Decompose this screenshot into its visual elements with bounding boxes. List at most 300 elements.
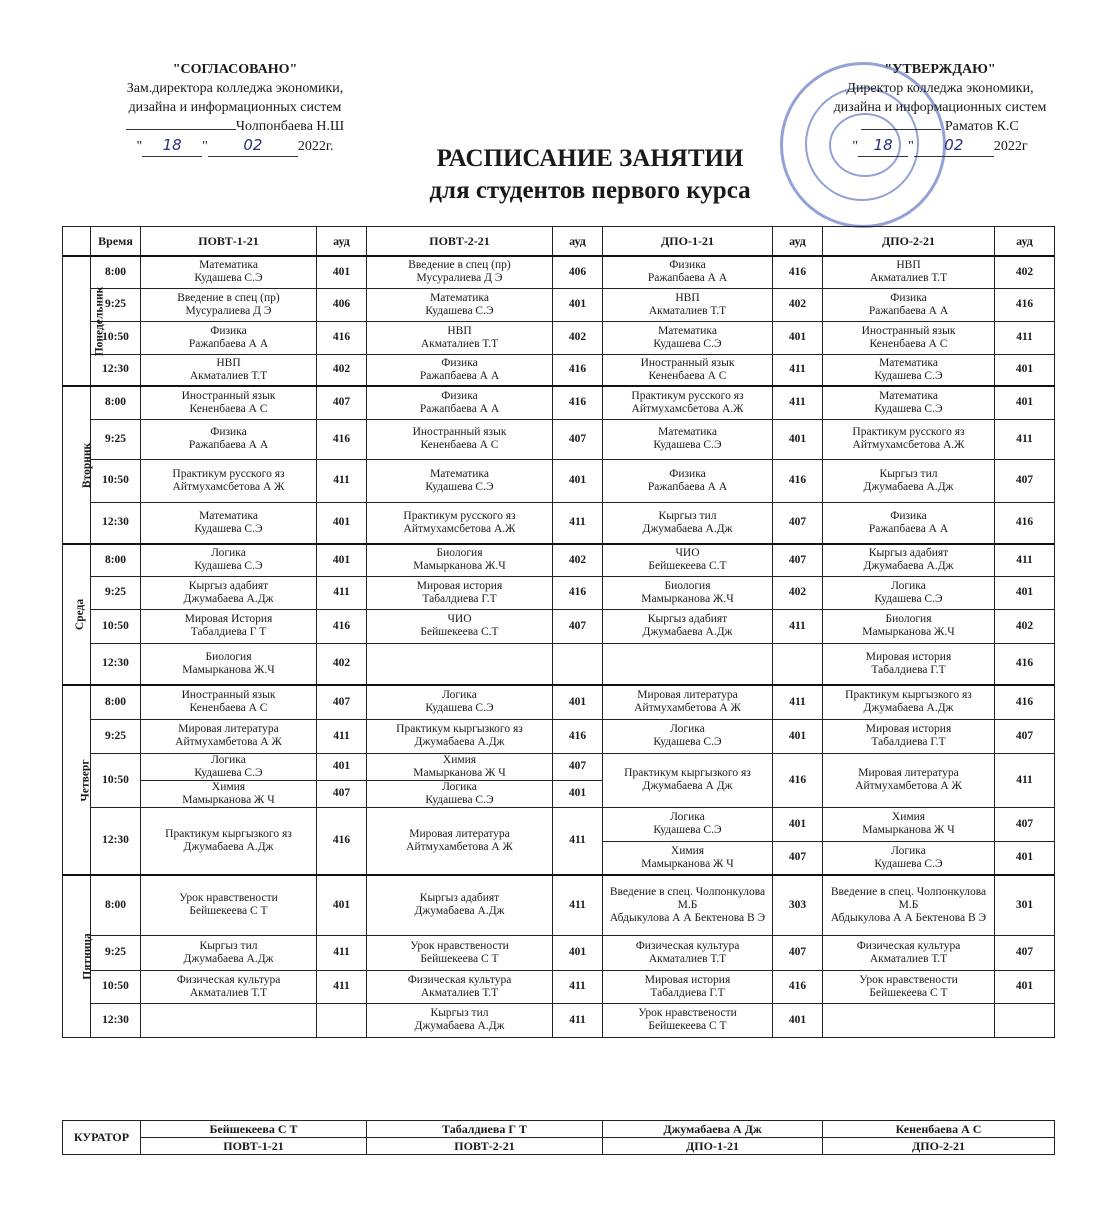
subject: Физика [210, 426, 247, 438]
lesson-cell [367, 354, 553, 386]
lesson-cell [823, 875, 995, 935]
subject: Иностранный язык [640, 356, 735, 369]
lesson-cell [823, 459, 995, 502]
teacher: Джумабаева А.Дж [183, 592, 274, 605]
room-cell: 402 [317, 354, 367, 386]
lesson-cell [823, 502, 995, 544]
curator-name: Бейшекеева С Т [141, 1121, 367, 1138]
room-cell: 401 [317, 753, 367, 780]
teacher: Бейшекеева С Т [648, 1020, 727, 1032]
teacher: Айтмухамбетова А Ж [406, 840, 513, 853]
schedule-row [63, 685, 1055, 719]
subject: Математика [199, 259, 258, 272]
time-cell: 9:25 [91, 576, 141, 609]
time-cell: 10:50 [91, 609, 141, 643]
room-cell: 416 [773, 256, 823, 288]
schedule-row [63, 419, 1055, 459]
teacher: Акматалиев Т.Т [420, 986, 499, 999]
subject: Математика [879, 356, 938, 369]
room-cell: 401 [995, 576, 1055, 609]
lesson-cell [823, 841, 995, 875]
curator-group: ПОВТ-1-21 [141, 1138, 367, 1155]
subject: Практикум кыргызкого яз [845, 689, 972, 702]
teacher: Акматалиев Т.Т [869, 952, 948, 965]
subject: НВП [896, 259, 921, 272]
teacher: Кененбаева А С [420, 439, 499, 451]
subject: Иностранный язык [181, 689, 276, 702]
room-cell: 411 [773, 354, 823, 386]
teacher: Мусуралиева Д Э [416, 272, 503, 285]
lesson-cell [141, 719, 317, 753]
subject: Практикум русского яз [852, 426, 965, 438]
teacher: Табалдиева Г.Т [871, 663, 946, 676]
room-cell: 401 [553, 780, 603, 807]
teacher: Джумабаева А.Дж [642, 522, 733, 535]
lesson-cell [141, 354, 317, 386]
room-cell: 411 [553, 1003, 603, 1037]
header-day [63, 227, 91, 257]
room-cell: 411 [553, 875, 603, 935]
lesson-cell [823, 256, 995, 288]
confirm-line2: дизайна и информационных систем [833, 100, 1047, 115]
lesson-cell [603, 502, 773, 544]
day-label [63, 256, 106, 386]
schedule-row [63, 459, 1055, 502]
confirm-month: 02 [944, 136, 964, 154]
teacher: Джумабаева А.Дж [863, 480, 954, 493]
approval-year: 2022г. [297, 139, 334, 154]
time-cell: 12:30 [91, 643, 141, 685]
teacher: Кененбаева А С [189, 402, 268, 415]
schedule-row [63, 807, 1055, 841]
subject: Мировая история [865, 650, 952, 663]
teacher: Мусуралиева Д Э [185, 304, 272, 317]
subject: Мировая история [644, 973, 731, 986]
room-cell: 411 [317, 935, 367, 970]
room-cell: 401 [317, 875, 367, 935]
lesson-cell [603, 875, 773, 935]
room-cell: 401 [553, 459, 603, 502]
lesson-cell [141, 386, 317, 419]
schedule-table [62, 226, 1055, 1038]
confirm-title: "УТВЕРЖДАЮ" [884, 62, 996, 77]
room-cell: 407 [995, 935, 1055, 970]
time-cell: 12:30 [91, 354, 141, 386]
time-cell: 10:50 [91, 321, 141, 354]
lesson-cell [823, 576, 995, 609]
room-cell: 407 [995, 807, 1055, 841]
header-aud: ауд [553, 227, 603, 257]
time-cell: 8:00 [91, 875, 141, 935]
time-cell: 12:30 [91, 807, 141, 875]
lesson-cell [603, 459, 773, 502]
lesson-cell [603, 807, 773, 841]
schedule-row [63, 544, 1055, 576]
room-cell: 416 [317, 609, 367, 643]
teacher: Джумабаева А.Дж [183, 840, 274, 853]
lesson-cell [823, 386, 995, 419]
confirm-year: 2022г [993, 139, 1028, 154]
teacher: Табалдиева Г.Т [422, 592, 497, 605]
room-cell: 411 [995, 544, 1055, 576]
lesson-cell [141, 288, 317, 321]
subject: Физическая культура [176, 973, 281, 986]
teacher: Кудашева С.Э [425, 480, 494, 493]
room-cell: 407 [317, 386, 367, 419]
room-cell: 401 [995, 386, 1055, 419]
subject: Практикум русского яз [172, 467, 285, 480]
schedule-row [63, 970, 1055, 1003]
curator-name: Джумабаева А Дж [603, 1121, 823, 1138]
room-cell [553, 643, 603, 685]
subject: Логика [211, 547, 246, 560]
subject: Физика [890, 291, 927, 304]
room-cell: 401 [553, 685, 603, 719]
teacher: Табалдиева Г.Т [871, 736, 946, 748]
header-group: ДПО-2-21 [823, 227, 995, 257]
lesson-cell [603, 256, 773, 288]
subject: Мировая история [865, 723, 952, 735]
lesson-cell [367, 780, 553, 807]
teacher: Табалдиева Г Т [190, 626, 267, 638]
signature-line [126, 129, 236, 130]
lesson-cell [367, 807, 553, 875]
room-cell: 416 [553, 719, 603, 753]
room-cell: 416 [317, 807, 367, 875]
title-line2: для студентов первого курса [429, 177, 751, 204]
room-cell: 416 [773, 459, 823, 502]
teacher: Кененбаева А С [869, 337, 948, 350]
teacher: Джумабаева А.Дж [863, 702, 954, 715]
lesson-cell [367, 386, 553, 419]
room-cell: 401 [773, 807, 823, 841]
teacher: Ражапбаева А А [419, 402, 500, 415]
subject: Мировая литература [637, 689, 738, 702]
teacher: Акматалиев Т.Т [189, 986, 268, 999]
schedule-row [63, 502, 1055, 544]
lesson-cell [603, 419, 773, 459]
lesson-cell [367, 502, 553, 544]
lesson-cell [367, 321, 553, 354]
lesson-cell [603, 386, 773, 419]
teacher: Кудашева С.Э [425, 793, 494, 806]
day-label [63, 685, 91, 875]
teacher: Кудашева С.Э [653, 439, 722, 451]
teacher: Бейшекеева С.Т [420, 626, 499, 638]
teacher: Бейшекеева С Т [420, 952, 499, 965]
time-cell: 12:30 [91, 1003, 141, 1037]
lesson-cell [141, 576, 317, 609]
subject: Логика [891, 844, 926, 857]
room-cell: 416 [317, 419, 367, 459]
subject: Физика [441, 356, 478, 369]
lesson-cell [823, 544, 995, 576]
subject: ЧИО [447, 613, 472, 625]
room-cell: 411 [553, 970, 603, 1003]
subject: Химия [670, 844, 705, 857]
subject: Логика [211, 753, 246, 766]
subject: Урок нравствености [410, 939, 509, 952]
lesson-cell [367, 719, 553, 753]
header-aud: ауд [317, 227, 367, 257]
lesson-cell [141, 321, 317, 354]
subject: Введение в спец (пр) [177, 291, 280, 304]
schedule-row [63, 719, 1055, 753]
subject: Логика [670, 723, 705, 735]
curator-table [62, 1120, 1055, 1155]
room-cell: 402 [773, 288, 823, 321]
room-cell: 401 [773, 719, 823, 753]
teacher: Кудашева С.Э [653, 736, 722, 748]
room-cell: 407 [773, 935, 823, 970]
lesson-cell [141, 970, 317, 1003]
subject: Кыргыз тил [879, 467, 938, 480]
time-cell: 8:00 [91, 544, 141, 576]
teacher: Кудашева С.Э [194, 560, 263, 573]
lesson-cell [823, 807, 995, 841]
teacher: Ражапбаева А А [419, 369, 500, 382]
room-cell: 401 [317, 502, 367, 544]
time-cell: 8:00 [91, 386, 141, 419]
subject: Кыргыз адабият [419, 892, 500, 905]
teacher: Акматалиев Т.Т [420, 337, 499, 350]
lesson-cell [367, 288, 553, 321]
subject: Кыргыз тил [199, 939, 258, 952]
lesson-cell [367, 419, 553, 459]
teacher: Джумабаева А.Дж [414, 1020, 505, 1032]
room-cell: 401 [773, 419, 823, 459]
lesson-cell [141, 780, 317, 807]
teacher: Ражапбаева А А [188, 337, 269, 350]
room-cell: 416 [773, 753, 823, 807]
schedule-row [63, 875, 1055, 935]
page-title [380, 143, 800, 207]
subject: НВП [447, 324, 472, 337]
room-cell: 406 [553, 256, 603, 288]
room-cell: 407 [995, 459, 1055, 502]
lesson-cell [141, 459, 317, 502]
room-cell: 411 [773, 609, 823, 643]
teacher: Ражапбаева А А [868, 522, 949, 535]
teacher: Абдыкулова А А Бектенова В Э [609, 911, 766, 924]
teacher: Мамырканова Ж Ч [641, 857, 734, 870]
lesson-cell [603, 970, 773, 1003]
schedule-row [63, 609, 1055, 643]
teacher: Ражапбаева А А [647, 480, 728, 493]
subject: Практикум русского яз [631, 389, 744, 402]
schedule-row [63, 1003, 1055, 1037]
title-line1: РАСПИСАНИЕ ЗАНЯТИИ [436, 145, 744, 172]
time-cell: 8:00 [91, 256, 141, 288]
room-cell: 407 [773, 502, 823, 544]
room-cell: 411 [317, 576, 367, 609]
room-cell: 401 [317, 256, 367, 288]
subject: Кыргыз тил [430, 1007, 489, 1019]
room-cell: 407 [317, 780, 367, 807]
approval-month: 02 [243, 136, 263, 154]
teacher: Мамырканова Ж Ч [182, 793, 275, 806]
schedule-row [63, 386, 1055, 419]
subject: Физика [441, 389, 478, 402]
time-cell: 12:30 [91, 502, 141, 544]
lesson-cell [603, 685, 773, 719]
room-cell: 416 [995, 643, 1055, 685]
teacher: Кудашева С.Э [425, 304, 494, 317]
subject: Физика [669, 259, 706, 272]
subject: Математика [430, 467, 489, 480]
teacher: Абдыкулова А А Бектенова В Э [830, 911, 987, 924]
teacher: Джумабаева А.Дж [863, 560, 954, 573]
subject: Практикум кыргызкого яз [624, 767, 751, 779]
time-cell: 8:00 [91, 685, 141, 719]
schedule-row [63, 288, 1055, 321]
lesson-cell [367, 753, 553, 780]
lesson-cell [603, 288, 773, 321]
lesson-cell [367, 1003, 553, 1037]
day-name: Понедельник [93, 286, 106, 356]
lesson-cell [141, 544, 317, 576]
header-time: Время [91, 227, 141, 257]
room-cell: 402 [773, 576, 823, 609]
teacher: Мамырканова Ж Ч [413, 766, 506, 779]
subject: Химия [442, 753, 477, 766]
teacher: Бейшекеева С Т [869, 986, 948, 999]
curator-name: Кененбаева А С [823, 1121, 1055, 1138]
header-group: ПОВТ-1-21 [141, 227, 317, 257]
room-cell [317, 1003, 367, 1037]
subject: Логика [442, 689, 477, 702]
lesson-cell [603, 841, 773, 875]
schedule-row [63, 256, 1055, 288]
room-cell: 401 [553, 288, 603, 321]
lesson-cell [141, 753, 317, 780]
subject: Мировая литература [858, 767, 959, 779]
room-cell: 411 [995, 419, 1055, 459]
teacher: Айтмухамбетова А Ж [175, 736, 282, 748]
lesson-cell [367, 256, 553, 288]
teacher: Акматалиев Т.Т [648, 304, 727, 317]
teacher: Ражапбаева А А [647, 272, 728, 285]
subject: Мировая литература [178, 723, 279, 735]
lesson-cell [823, 419, 995, 459]
header-aud: ауд [995, 227, 1055, 257]
room-cell: 303 [773, 875, 823, 935]
lesson-cell [367, 459, 553, 502]
subject: Введение в спец. Чолпонкулова М.Б [830, 885, 987, 911]
teacher: Мамырканова Ж.Ч [641, 592, 734, 605]
lesson-cell [603, 354, 773, 386]
lesson-cell [823, 354, 995, 386]
teacher: Кудашева С.Э [653, 824, 722, 836]
subject: НВП [216, 356, 241, 369]
subject: Введение в спец (пр) [408, 259, 511, 272]
teacher: Джумабаева А.Дж [414, 736, 505, 748]
lesson-cell [603, 935, 773, 970]
lesson-cell [603, 544, 773, 576]
lesson-cell [367, 544, 553, 576]
subject: Логика [891, 579, 926, 592]
lesson-cell [603, 753, 773, 807]
subject: Биология [205, 650, 252, 663]
room-cell [995, 1003, 1055, 1037]
time-cell: 9:25 [91, 288, 141, 321]
lesson-cell [823, 685, 995, 719]
time-cell: 10:50 [91, 753, 141, 807]
teacher: Кененбаева А С [189, 702, 268, 715]
curator-group: ПОВТ-2-21 [367, 1138, 603, 1155]
lesson-cell [823, 753, 995, 807]
day-label [63, 386, 94, 544]
room-cell: 416 [995, 288, 1055, 321]
day-name: Среда [74, 598, 87, 631]
room-cell: 401 [773, 1003, 823, 1037]
header-row [63, 227, 1055, 257]
room-cell [773, 643, 823, 685]
teacher: Кудашева С.Э [653, 337, 722, 350]
room-cell: 416 [995, 685, 1055, 719]
approval-line1: Зам.директора колледжа экономики, [126, 81, 344, 96]
time-cell: 9:25 [91, 419, 141, 459]
confirm-day: 18 [873, 136, 893, 154]
lesson-cell [141, 685, 317, 719]
subject: Физика [890, 509, 927, 522]
subject: НВП [675, 291, 700, 304]
teacher: Кудашева С.Э [425, 702, 494, 715]
room-cell: 401 [317, 544, 367, 576]
curator-names-row [63, 1121, 1055, 1138]
lesson-cell [141, 935, 317, 970]
teacher: Кененбаева А С [648, 369, 727, 382]
lesson-cell [603, 643, 773, 685]
schedule-row [63, 935, 1055, 970]
curator-label: КУРАТОР [63, 1121, 141, 1155]
lesson-cell [823, 970, 995, 1003]
room-cell: 416 [553, 576, 603, 609]
approval-signer: Чолпонбаева Н.Ш [235, 119, 345, 134]
room-cell: 301 [995, 875, 1055, 935]
teacher: Ражапбаева А А [868, 304, 949, 317]
subject: Введение в спец. Чолпонкулова М.Б [609, 885, 766, 911]
room-cell: 401 [553, 935, 603, 970]
subject: Химия [211, 780, 246, 793]
teacher: Мамырканова Ж.Ч [862, 626, 955, 638]
teacher: Бейшекеева С Т [189, 905, 268, 918]
day-name: Пятница [81, 933, 94, 980]
room-cell: 416 [773, 970, 823, 1003]
lesson-cell [367, 576, 553, 609]
subject: Кыргыз адабият [188, 579, 269, 592]
teacher: Айтмухамсбетова А Ж [172, 480, 285, 493]
subject: Практикум кыргызкого яз [396, 723, 523, 735]
teacher: Кудашева С.Э [874, 369, 943, 382]
subject: Практикум кыргызкого яз [165, 827, 292, 840]
curator-group: ДПО-2-21 [823, 1138, 1055, 1155]
lesson-cell [603, 321, 773, 354]
subject: Мировая литература [409, 827, 510, 840]
confirm-block: "УТВЕРЖДАЮ" Директор колледжа экономики, дизайна и информационных систем Раматов К.С " 18 " 02 2022г [805, 60, 1075, 157]
subject: Математика [658, 426, 717, 438]
teacher: Кудашева С.Э [194, 522, 263, 535]
lesson-cell [367, 970, 553, 1003]
room-cell: 411 [995, 321, 1055, 354]
teacher: Ражапбаева А А [188, 439, 269, 451]
room-cell: 402 [995, 609, 1055, 643]
lesson-cell [603, 1003, 773, 1037]
day-name: Вторник [81, 442, 94, 488]
confirm-line1: Директор колледжа экономики, [846, 81, 1034, 96]
subject: Урок нравствености [859, 973, 958, 986]
teacher: Джумабаева А.Дж [414, 905, 505, 918]
